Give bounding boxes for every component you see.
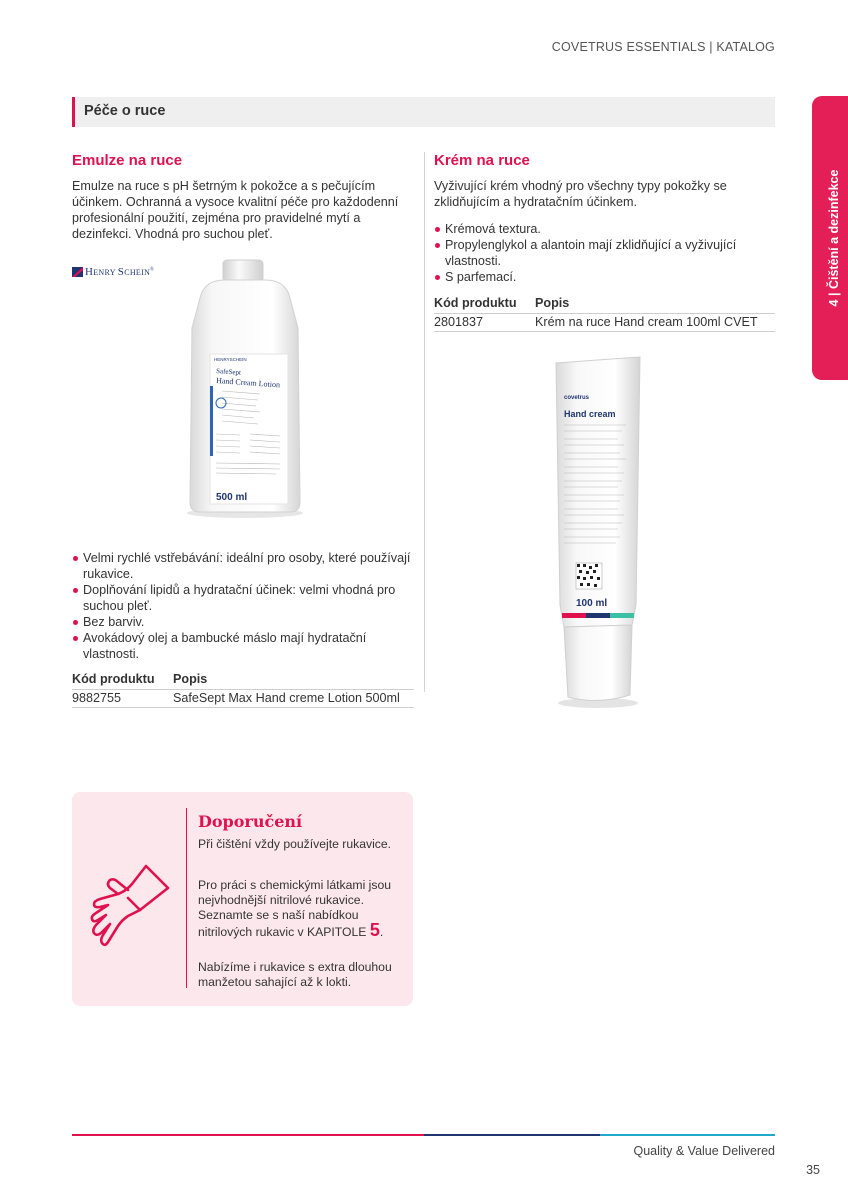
recommendation-paragraph-2: Pro práci s chemickými látkami jsou nejvhodnější nitrilové rukavice. Seznamte se s naší nabídkou nitrilových rukavic v KAPITOLE 5. xyxy=(198,878,392,940)
table-header-code: Kód produktu xyxy=(72,672,155,686)
footer-line-pink xyxy=(72,1134,424,1136)
left-bullet-item: Bez barviv. xyxy=(72,614,414,630)
left-bullet-item: Avokádový olej a bambucké máslo mají hydratační vlastnosti. xyxy=(72,630,414,662)
table-header-desc: Popis xyxy=(535,296,570,310)
henry-schein-mark-icon xyxy=(72,267,83,277)
left-bullet-item: Doplňování lipidů a hydratační účinek: velmi vhodná pro suchou pleť. xyxy=(72,582,414,614)
svg-text:500 ml: 500 ml xyxy=(216,492,248,503)
left-heading: Emulze na ruce xyxy=(72,152,183,169)
footer-line-teal xyxy=(600,1134,775,1136)
svg-text:Hand cream: Hand cream xyxy=(564,409,616,419)
recommendation-title: Doporučení xyxy=(198,812,303,831)
recommendation-box xyxy=(72,792,413,1006)
footer-line-navy xyxy=(424,1134,600,1136)
chapter-number: 5 xyxy=(369,920,380,940)
right-bullet-item: Krémová textura. xyxy=(434,221,764,237)
right-bullet-list xyxy=(434,221,764,285)
page-number: 35 xyxy=(806,1163,820,1177)
right-heading: Krém na ruce xyxy=(434,152,530,169)
svg-text:HENRYSCHEIN: HENRYSCHEIN xyxy=(214,357,247,362)
left-product-table xyxy=(72,672,414,708)
right-bullet-item: Propylenglykol a alantoin mají zklidňující a vyživující vlastnosti. xyxy=(434,237,764,269)
svg-text:covetrus: covetrus xyxy=(564,395,590,401)
right-description: Vyživující krém vhodný pro všechny typy pokožky se zklidňujícím a hydratačním účinkem. xyxy=(434,179,727,209)
chapter-side-tab[interactable] xyxy=(812,96,848,380)
hand-cream-tube-image xyxy=(548,355,648,713)
table-divider xyxy=(72,689,414,690)
column-divider xyxy=(424,152,425,692)
table-cell-desc: SafeSept Max Hand creme Lotion 500ml xyxy=(173,691,400,705)
henry-schein-wordmark: HENRY SCHEIN® xyxy=(85,266,155,278)
left-bullet-list xyxy=(72,550,414,662)
left-bullet-item: Velmi rychlé vstřebávání: ideální pro osoby, které používají rukavice. xyxy=(72,550,414,582)
table-divider xyxy=(434,331,775,332)
right-bullet-item: S parfemací. xyxy=(434,269,764,285)
glove-icon xyxy=(88,858,172,952)
svg-text:Hand Cream Lotion: Hand Cream Lotion xyxy=(215,376,281,390)
catalog-header: COVETRUS ESSENTIALS | KATALOG xyxy=(551,40,775,54)
left-description: Emulze na ruce s pH šetrným k pokožce a s pečujícím účinkem. Ochranná a vysoce kvalitní péče pro každodenní profesionální použití, zejména pro pravidelné mytí a dezinfekci. Vhodná pro suchou pleť. xyxy=(72,179,399,241)
table-header-desc: Popis xyxy=(173,672,208,686)
section-bar xyxy=(72,97,775,127)
recommendation-paragraph-3: Nabízíme i rukavice s extra dlouhou manžetou sahající až k lokti. xyxy=(198,960,392,989)
svg-text:SafeSept: SafeSept xyxy=(215,367,242,377)
footer-tagline: Quality & Value Delivered xyxy=(633,1144,775,1158)
svg-text:100 ml: 100 ml xyxy=(576,598,608,609)
table-divider xyxy=(72,707,414,708)
section-title: Péče o ruce xyxy=(84,103,166,119)
right-product-table xyxy=(434,296,775,332)
table-divider xyxy=(434,313,775,314)
chapter-side-tab-label: 4 | Čištění a dezinfekce xyxy=(827,169,841,307)
henry-schein-logo xyxy=(72,265,154,279)
table-cell-desc: Krém na ruce Hand cream 100ml CVET xyxy=(535,315,758,329)
table-header-code: Kód produktu xyxy=(434,296,517,310)
recommendation-paragraph-1: Při čištění vždy používejte rukavice. xyxy=(198,837,392,851)
recommendation-divider xyxy=(186,808,187,988)
section-accent xyxy=(72,97,75,127)
table-cell-code: 9882755 xyxy=(72,691,122,705)
safesept-bottle-image xyxy=(180,258,310,520)
table-cell-code: 2801837 xyxy=(434,315,484,329)
